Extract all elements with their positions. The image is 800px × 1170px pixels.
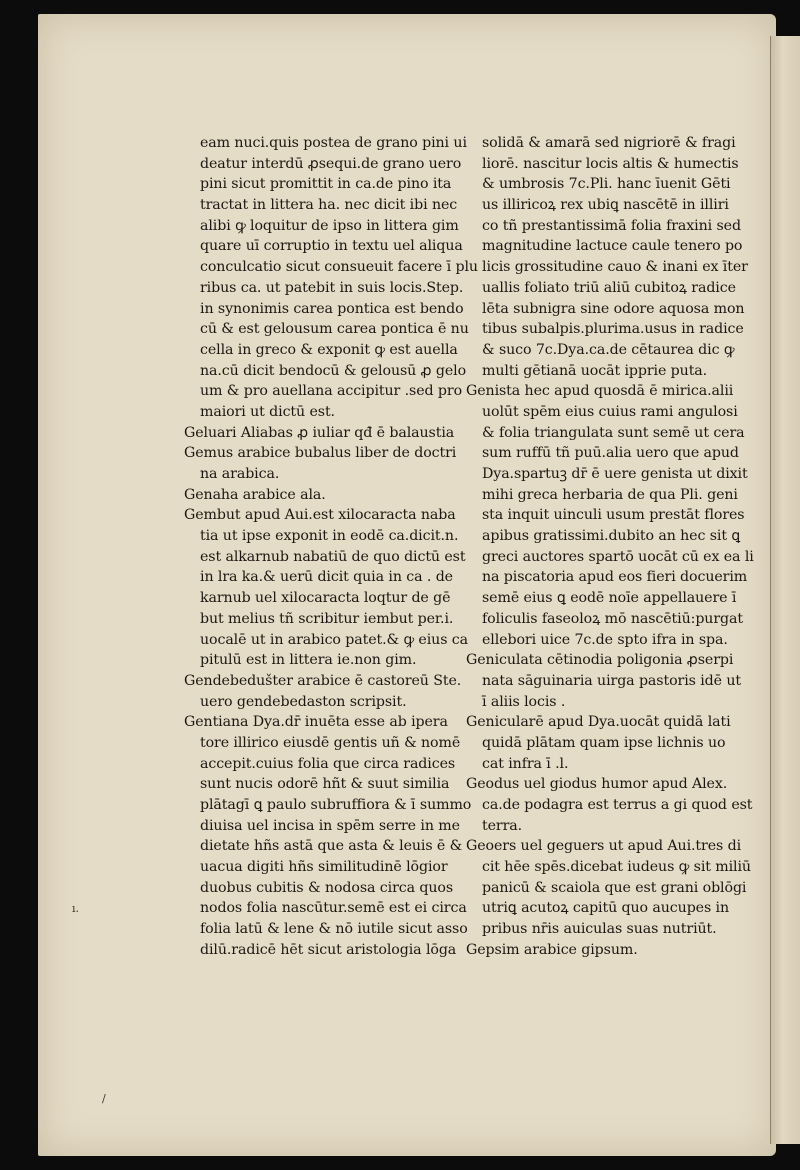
text-line: solidā & amarā sed nigriorē & fragi <box>482 135 736 151</box>
text-line: Gepsim arabice gipsum. <box>466 941 638 958</box>
text-column-left <box>184 133 478 961</box>
text-line: ca.de podagra est terrus a gi quod est <box>482 797 753 813</box>
text-line: na.cū dicit bendocū & gelousū ꝓ gelo <box>200 362 467 379</box>
text-line: um & pro auellana accipitur .sed pro <box>200 383 463 400</box>
text-line: sunt nucis odorē hñt & suut similia <box>200 776 450 793</box>
text-line: est alkarnub nabatiū de quo dictū est <box>200 548 466 565</box>
text-line: & suco 7c.Dya.ca.de cētaurea dic ꝙ <box>482 341 735 358</box>
text-line: tibus subalpis.plurima.usus in radice <box>482 321 744 338</box>
text-line: Gembut apud Aui.est xilocaracta naba <box>184 507 456 524</box>
text-line: uallis foliato triū aliū cubitoꝝ radice <box>482 279 736 296</box>
text-line: mihi greca herbaria de qua Pli. geni <box>482 486 738 503</box>
text-line: ribus ca. ut patebit in suis locis.Step. <box>200 279 464 296</box>
text-line: na piscatoria apud eos fieri docuerim <box>482 569 748 586</box>
text-line: terra. <box>482 817 523 834</box>
text-line: folia latū & lene & nō iutile sicut asso <box>200 921 468 938</box>
text-line: cit hēe spēs.dicebat iudeus ꝙ sit miliū <box>482 859 751 876</box>
text-line: Geodus uel giodus humor apud Alex. <box>466 776 728 793</box>
text-line: conculcatio sicut consueuit facere ī plu <box>200 259 478 276</box>
text-line: sum ruffū tñ puū.alia uero que apud <box>482 445 739 462</box>
margin-tick-mark-lower: / <box>102 1092 106 1105</box>
text-line: apibus gratissimi.dubito an hec sit ꝗ <box>482 528 741 545</box>
text-line: accepit.cuius folia que circa radices <box>200 755 456 772</box>
text-line: in synonimis carea pontica est bendo <box>200 300 464 317</box>
text-line: cū & est gelousum carea pontica ē nu <box>200 321 469 338</box>
text-line: semē eius ꝗ eodē noīe appellauere ī <box>482 590 737 607</box>
text-line: na arabica. <box>200 466 280 482</box>
text-line: licis grossitudine cauo & inani ex īter <box>482 259 748 276</box>
text-line: Genista hec apud quosdā ē mirica.alii <box>466 383 734 400</box>
text-line: foliculis faseoloꝝ mō nascētiū:purgat <box>482 610 743 627</box>
text-line: & folia triangulata sunt semē ut cera <box>482 424 745 441</box>
text-line: eam nuci.quis postea de grano pini ui <box>200 135 467 151</box>
text-line: multi gētianā uocāt ipprie puta. <box>482 362 708 379</box>
text-line: Geniculata cētinodia poligonia ꝓserpi <box>466 652 734 669</box>
text-line: lēta subnigra sine odore aquosa mon <box>482 300 745 317</box>
text-line: Dya.spartuꝫ dr̄ ē uere genista ut dixit <box>482 466 748 482</box>
text-line: tractat in littera ha. nec dicit ibi nec <box>200 197 458 214</box>
text-line: greci auctores spartō uocāt cū ex ea li <box>482 548 754 565</box>
text-line: Genicularē apud Dya.uocāt quidā lati <box>466 714 731 731</box>
text-line: Geluari Aliabas ꝓ iuliar qđ ē balaustia <box>184 424 455 441</box>
text-line: pribus nr̄is auiculas suas nutriūt. <box>482 921 717 938</box>
text-line: duobus cubitis & nodosa circa quos <box>200 879 454 896</box>
text-line: pitulū est in littera ie.non gim. <box>200 652 417 669</box>
text-line: tore illirico eiusdē gentis uñ & nomē <box>200 734 461 751</box>
text-line: uocalē ut in arabico patet.& ꝙ eius ca <box>200 631 468 648</box>
text-line: plātagī ꝗ paulo subruffiora & ī summo <box>200 797 472 813</box>
text-line: uolūt spēm eius cuius rami angulosi <box>482 403 738 420</box>
text-line: dietate hñs astā que asta & leuis ē & <box>200 838 463 855</box>
text-line: utriꝗ acutoꝝ capitū quo aucupes in <box>482 900 730 917</box>
text-line: uacua digiti hñs similitudinē lōgior <box>200 859 448 876</box>
text-line: co tñ prestantissimā folia fraxini sed <box>482 217 741 234</box>
text-line: pini sicut promittit in ca.de pino ita <box>200 176 452 193</box>
text-line: ī aliis locis . <box>482 693 566 710</box>
text-line: diuisa uel incisa in spēm serre in me <box>200 817 460 834</box>
text-line: maiori ut dictū est. <box>200 403 335 420</box>
text-line: Gendebedušter arabice ē castoreū Ste. <box>184 672 462 689</box>
text-line: cella in greco & exponit ꝙ est auella <box>200 341 458 358</box>
text-line: quare uī corruptio in textu uel aliqua <box>200 238 463 255</box>
text-line: quidā plātam quam ipse lichnis uo <box>482 734 726 751</box>
text-line: sta inquit uinculi usum prestāt flores <box>482 507 745 524</box>
text-line: nodos folia nascūtur.semē est ei circa <box>200 900 467 917</box>
text-line: panicū & scaiola que est grani oblōgi <box>482 879 747 896</box>
text-line: liorē. nascitur locis altis & humectis <box>482 155 739 172</box>
text-line: tia ut ipse exponit in eodē ca.dicit.n. <box>200 528 459 545</box>
text-line: nata sāguinaria uirga pastoris idē ut <box>482 672 741 689</box>
text-line: ellebori uice 7c.de spto ifra in spa. <box>482 631 728 648</box>
text-line: Geoers uel geguers ut apud Aui.tres di <box>466 838 742 855</box>
text-line: cat infra ī .l. <box>482 755 569 772</box>
text-line: karnub uel xilocaracta loqtur de gē <box>200 590 451 607</box>
text-line: us illiricoꝝ rex ubiꝗ nascētē in illiri <box>482 197 729 214</box>
text-line: alibi ꝙ loquitur de ipso in littera gim <box>200 217 459 234</box>
text-line: Gemus arabice bubalus liber de doctri <box>184 445 457 462</box>
text-line: magnitudine lactuce caule tenero po <box>482 238 743 255</box>
text-line: Genaha arabice ala. <box>184 486 326 503</box>
text-line: in lra ka.& uerū dicit quia in ca . de <box>200 569 453 586</box>
text-line: & umbrosis 7c.Pli. hanc īuenit Gēti <box>482 176 731 193</box>
margin-tick-mark: ı. <box>72 902 80 915</box>
text-line: uero gendebedaston scripsit. <box>200 693 407 710</box>
text-line: deatur interdū ꝓsequi.de grano uero <box>200 155 462 172</box>
text-line: but melius tñ scribitur iembut per.i. <box>200 610 454 627</box>
text-line: Gentiana Dya.dr̄ inuēta esse ab ipera <box>184 714 448 731</box>
text-column-right <box>466 133 776 961</box>
text-line: dilū.radicē hēt sicut aristologia lōga <box>200 941 457 958</box>
